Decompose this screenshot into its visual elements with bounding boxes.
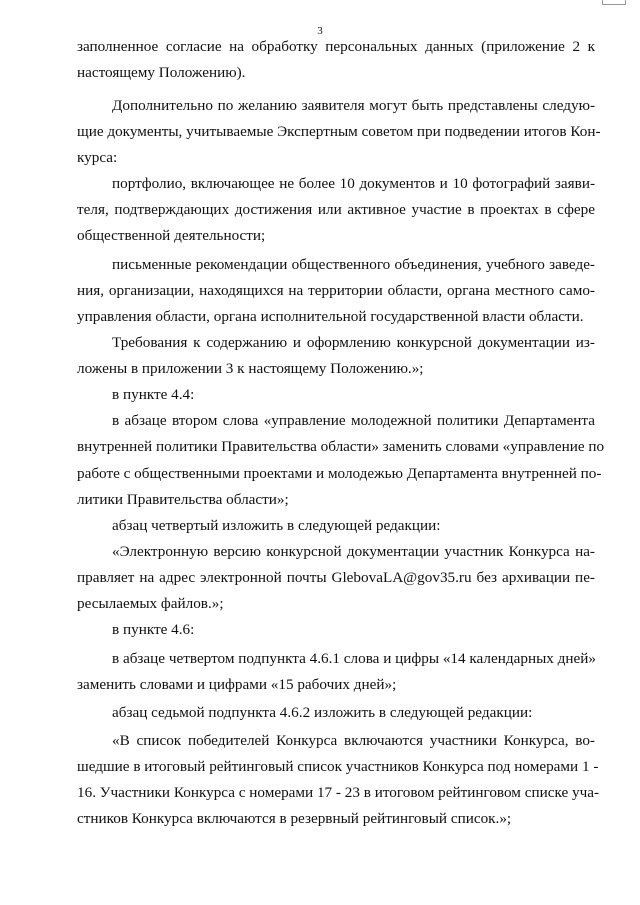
text-line: 16. Участники Конкурса с номерами 17 - 23 в итоговом рейтинговом списке уча- — [77, 784, 600, 801]
text-line: управления области, органа исполнительной государственной власти области. — [77, 308, 584, 325]
text-line: настоящему Положению). — [77, 64, 246, 81]
text-line: «Электронную версию конкурсной документации участник Конкурса на- — [112, 543, 595, 560]
text-line: ресылаемых файлов.»; — [77, 595, 224, 612]
text-line: курса: — [77, 149, 118, 166]
text-line: абзац четвертый изложить в следующей редакции: — [112, 517, 441, 534]
text-line: ния, организации, находящихся на территории области, органа местного само- — [77, 282, 595, 299]
text-line: общественной деятельности; — [77, 227, 266, 244]
text-line: в пункте 4.6: — [112, 621, 195, 638]
text-line: внутренней политики Правительства области» заменить словами «управление по — [77, 438, 605, 455]
text-line: теля, подтверждающих достижения или активное участие в проектах в сфере — [77, 201, 595, 218]
text-line: в пункте 4.4: — [112, 386, 195, 403]
text-line: стников Конкурса включаются в резервный рейтинговый список.»; — [77, 810, 512, 827]
text-line: щие документы, учитываемые Экспертным советом при подведении итогов Кон- — [77, 123, 601, 140]
text-line: заполненное согласие на обработку персональных данных (приложение 2 к — [77, 38, 595, 55]
text-line: правляет на адрес электронной почты GlebovaLA@gov35.ru без архивации пе- — [77, 569, 595, 586]
text-line: шедшие в итоговый рейтинговый список участников Конкурса под номерами 1 - — [77, 758, 599, 775]
text-line: литики Правительства области»; — [77, 491, 289, 508]
text-line: абзац седьмой подпункта 4.6.2 изложить в следующей редакции: — [112, 704, 533, 721]
text-line: портфолио, включающее не более 10 документов и 10 фотографий заяви- — [112, 175, 595, 192]
text-line: в абзаце четвертом подпункта 4.6.1 слова и цифры «14 календарных дней» — [112, 650, 596, 667]
page-number: 3 — [317, 25, 323, 37]
text-line: заменить словами и цифрами «15 рабочих дней»; — [77, 676, 397, 693]
text-line: ложены в приложении 3 к настоящему Положению.»; — [77, 360, 424, 377]
scan-corner-mark — [602, 0, 626, 5]
text-line: в абзаце втором слова «управление молодежной политики Департамента — [112, 412, 595, 429]
text-line: письменные рекомендации общественного объединения, учебного заведе- — [112, 256, 595, 273]
text-line: «В список победителей Конкурса включаются участники Конкурса, во- — [112, 732, 595, 749]
text-line: работе с общественными проектами и молодежью Департамента внутренней по- — [77, 465, 602, 482]
text-line: Требования к содержанию и оформлению конкурсной документации из- — [112, 334, 595, 351]
text-line: Дополнительно по желанию заявителя могут быть представлены следую- — [112, 97, 595, 114]
